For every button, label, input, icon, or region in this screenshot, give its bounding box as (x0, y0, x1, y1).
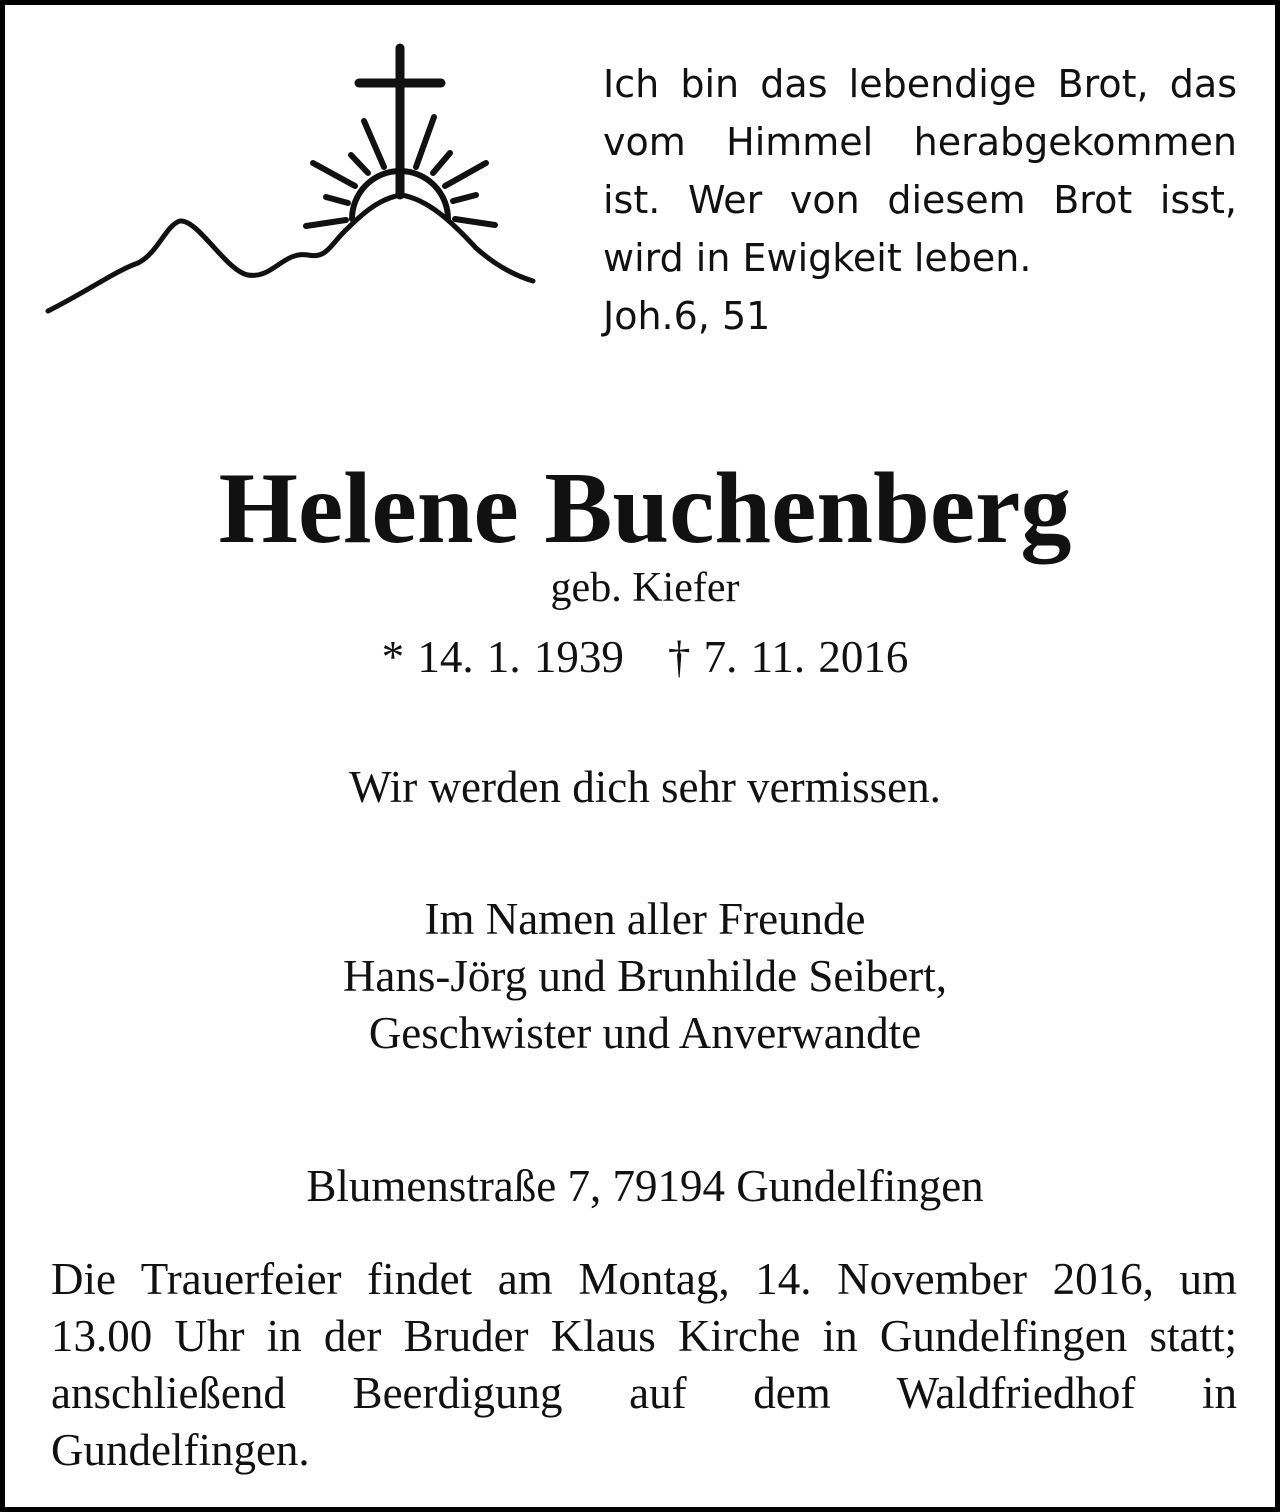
mourner-line: Hans-Jörg und Brunhilde Seibert, (342, 951, 948, 1001)
mourner-line: Im Namen aller Freunde (424, 894, 866, 944)
farewell-message: Wir werden dich sehr vermissen. (349, 762, 941, 812)
funeral-line: Die Trauerfeier findet am Montag, 14. November 2016, um (51, 1254, 1237, 1304)
birth-date: * 14. 1. 1939 (381, 632, 624, 682)
verse-reference: Joh.6, 51 (603, 294, 771, 338)
mourners (5, 891, 1280, 1062)
cross-sunrise-mountains-icon (43, 43, 539, 325)
funeral-line: anschließend Beerdigung auf dem Waldfriedhof in (51, 1368, 1237, 1418)
mourner-line: Geschwister und Anverwandte (368, 1008, 922, 1058)
verse-line: Ich bin das lebendige Brot, das (603, 62, 1237, 106)
verse-line: wird in Ewigkeit leben. (603, 236, 1032, 280)
death-date: † 7. 11. 2016 (667, 632, 909, 682)
life-dates (5, 629, 1280, 685)
maiden-name: geb. Kiefer (550, 565, 740, 611)
mourner-address: Blumenstraße 7, 79194 Gundelfingen (306, 1161, 984, 1211)
verse-line: ist. Wer von diesem Brot isst, (603, 178, 1237, 222)
verse-line: vom Himmel herabgekommen (603, 120, 1237, 164)
funeral-details (51, 1251, 1237, 1479)
bible-verse (603, 55, 1237, 345)
funeral-line: Gundelfingen. (51, 1425, 310, 1475)
funeral-line: 13.00 Uhr in der Bruder Klaus Kirche in Gundelfingen statt; (51, 1311, 1237, 1361)
deceased-name: Helene Buchenberg (218, 452, 1072, 565)
